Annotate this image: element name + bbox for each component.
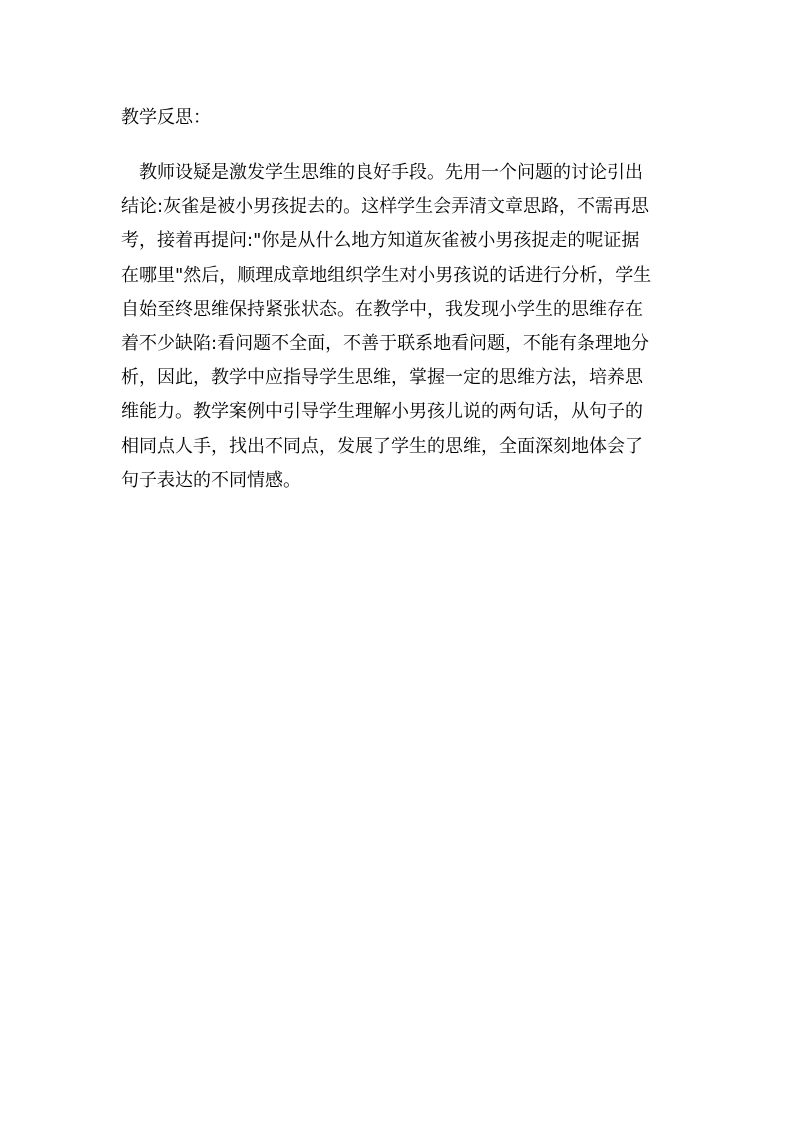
- reflection-paragraph: [121, 156, 681, 498]
- paragraph-line: 自始至终思维保持紧张状态。在教学中，我发现小学生的思维存在: [121, 298, 643, 320]
- paragraph-line: 在哪里"然后，顺理成章地组织学生对小男孩说的话进行分析，学生: [121, 264, 652, 286]
- paragraph-line: 教师设疑是激发学生思维的良好手段。先用一个问题的讨论引出: [139, 162, 643, 183]
- paragraph-line: 结论:灰雀是被小男孩捉去的。这样学生会弄清文章思路，不需再思: [121, 196, 650, 218]
- section-heading: 教学反思：: [121, 107, 211, 128]
- paragraph-line: 考，接着再提问:"你是从什么地方知道灰雀被小男孩捉走的呢证据: [121, 230, 640, 252]
- paragraph-line: 析，因此，教学中应指导学生思维，掌握一定的思维方法，培养思: [121, 367, 643, 389]
- paragraph-line: 相同点人手，找出不同点，发展了学生的思维，全面深刻地体会了: [121, 435, 643, 457]
- paragraph-line: 着不少缺陷:看问题不全面，不善于联系地看问题，不能有条理地分: [121, 332, 650, 354]
- paragraph-line: 维能力。教学案例中引导学生理解小男孩儿说的两句话，从句子的: [121, 401, 643, 423]
- paragraph-line: 句子表达的不同情感。: [121, 469, 301, 491]
